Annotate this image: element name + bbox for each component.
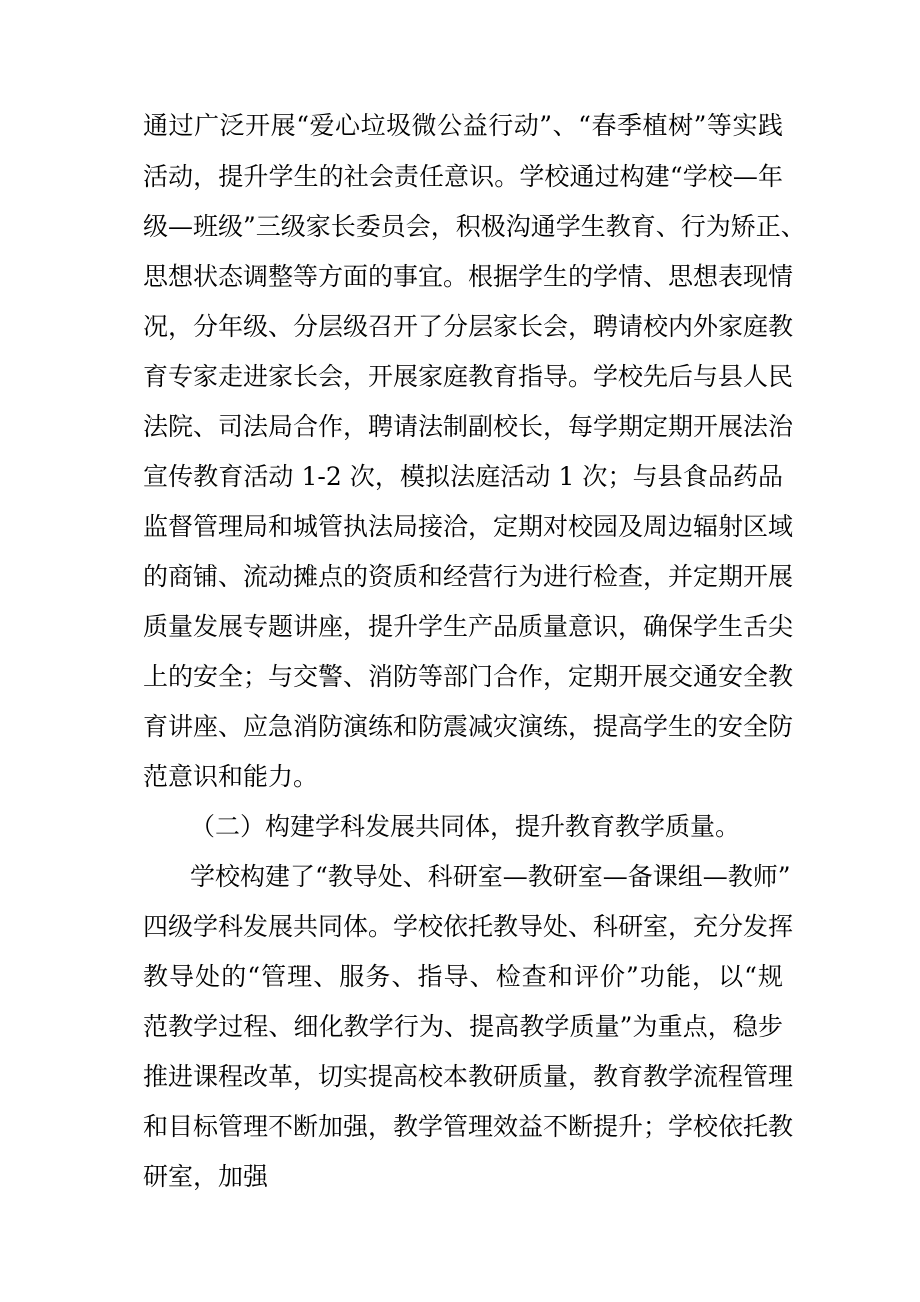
text-line: 育讲座、应急消防演练和防震减灾演练，提高学生的安全防 [143,712,794,741]
text-line: 的商铺、流动摊点的资质和经营行为进行检查，并定期开展 [143,562,794,591]
text-line: 育专家走进家长会，开展家庭教育指导。学校先后与县人民 [143,362,794,391]
text-line: 况，分年级、分层级召开了分层家长会，聘请校内外家庭教 [143,312,794,341]
paragraph-first-line: 学校构建了“教导处、科研室—教研室—备课组—教师” [190,862,791,891]
text-line: 推进课程改革，切实提高校本教研质量，教育教学流程管理 [143,1062,794,1091]
text-line: 质量发展专题讲座，提升学生产品质量意识，确保学生舌尖 [143,612,794,641]
text-line: 级—班级”三级家长委员会，积极沟通学生教育、行为矫正、 [143,212,806,241]
section-heading: （二）构建学科发展共同体，提升教育教学质量。 [190,812,741,841]
text-line: 和目标管理不断加强，教学管理效益不断提升；学校依托教 [143,1112,794,1141]
text-line: 法院、司法局合作，聘请法制副校长，每学期定期开展法治 [143,412,794,441]
text-line: 范教学过程、细化教学行为、提高教学质量”为重点，稳步 [143,1012,783,1041]
text-line: 活动，提升学生的社会责任意识。学校通过构建“学校—年 [143,162,783,191]
text-line: 四级学科发展共同体。学校依托教导处、科研室，充分发挥 [143,912,794,941]
text-line: 宣传教育活动 1-2 次，模拟法庭活动 1 次；与县食品药品 [143,462,783,491]
text-line: 思想状态调整等方面的事宜。根据学生的学情、思想表现情 [143,262,794,291]
text-line-last: 研室，加强 [143,1162,269,1191]
text-line: 上的安全；与交警、消防等部门合作，定期开展交通安全教 [143,662,794,691]
text-line: 监督管理局和城管执法局接洽，定期对校园及周边辐射区域 [143,512,794,541]
text-line-last: 范意识和能力。 [143,762,319,791]
text-line: 通过广泛开展“爱心垃圾微公益行动”、“春季植树”等实践 [143,111,783,140]
text-line: 教导处的“管理、服务、指导、检查和评价”功能，以“规 [143,962,783,991]
